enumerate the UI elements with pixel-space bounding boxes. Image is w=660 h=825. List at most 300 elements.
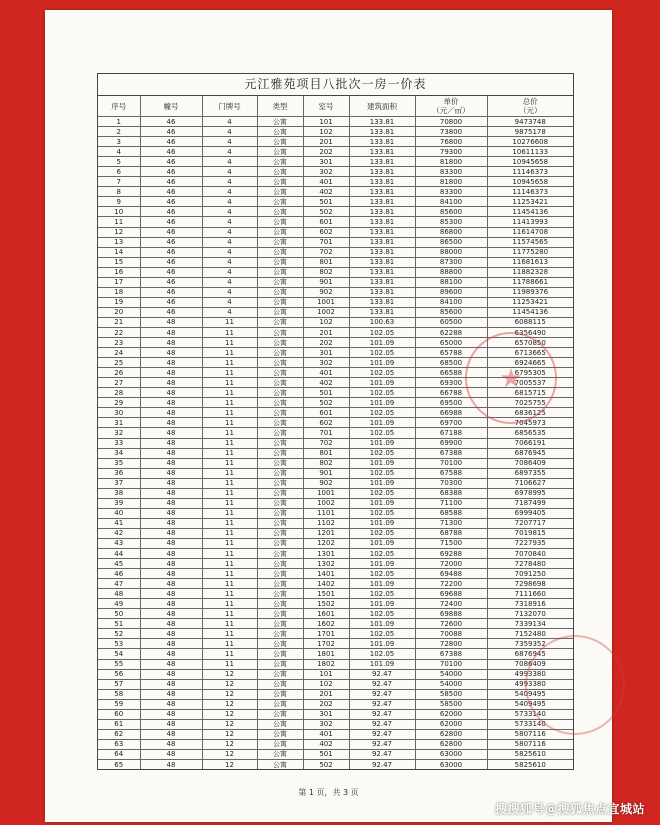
table-cell: 71500 xyxy=(415,538,487,548)
table-cell: 4 xyxy=(202,137,257,147)
table-row xyxy=(98,559,573,569)
table-cell: 67388 xyxy=(415,448,487,458)
table-cell: 6356490 xyxy=(487,327,573,337)
table-cell: 133.81 xyxy=(349,227,415,237)
table-row xyxy=(98,217,573,227)
table-cell: 81800 xyxy=(415,177,487,187)
table-cell: 公寓 xyxy=(257,760,303,770)
table-cell: 48 xyxy=(140,749,202,759)
table-cell: 102.05 xyxy=(349,549,415,559)
table-cell: 45 xyxy=(98,559,140,569)
table-cell: 7025755 xyxy=(487,398,573,408)
table-cell: 48 xyxy=(140,679,202,689)
table-cell: 12 xyxy=(202,689,257,699)
table-cell: 44 xyxy=(98,549,140,559)
table-cell: 9875178 xyxy=(487,127,573,137)
table-cell: 58500 xyxy=(415,689,487,699)
table-row xyxy=(98,137,573,147)
table-row xyxy=(98,528,573,538)
table-row xyxy=(98,117,573,127)
table-cell: 65 xyxy=(98,760,140,770)
table-cell: 5733140 xyxy=(487,719,573,729)
table-cell: 7298698 xyxy=(487,579,573,589)
table-cell: 68588 xyxy=(415,508,487,518)
table-cell: 46 xyxy=(140,297,202,307)
table-cell: 1001 xyxy=(303,297,349,307)
table-cell: 201 xyxy=(303,137,349,147)
table-cell: 11 xyxy=(202,649,257,659)
table-cell: 公寓 xyxy=(257,629,303,639)
table-cell: 502 xyxy=(303,760,349,770)
table-cell: 公寓 xyxy=(257,277,303,287)
table-cell: 6924665 xyxy=(487,358,573,368)
table-row xyxy=(98,247,573,257)
table-cell: 21 xyxy=(98,317,140,327)
table-cell: 133.81 xyxy=(349,237,415,247)
table-cell: 48 xyxy=(140,719,202,729)
table-cell: 102.05 xyxy=(349,368,415,378)
table-cell: 公寓 xyxy=(257,368,303,378)
table-cell: 81800 xyxy=(415,157,487,167)
table-cell: 11253421 xyxy=(487,197,573,207)
table-cell: 48 xyxy=(140,488,202,498)
table-cell: 401 xyxy=(303,368,349,378)
table-cell: 6876945 xyxy=(487,448,573,458)
table-cell: 11 xyxy=(202,518,257,528)
table-cell: 68388 xyxy=(415,488,487,498)
table-cell: 46 xyxy=(140,267,202,277)
table-cell: 5409495 xyxy=(487,699,573,709)
table-cell: 133.81 xyxy=(349,177,415,187)
table-cell: 1801 xyxy=(303,649,349,659)
table-cell: 11 xyxy=(98,217,140,227)
table-cell: 501 xyxy=(303,388,349,398)
table-cell: 1102 xyxy=(303,518,349,528)
table-cell: 12 xyxy=(202,749,257,759)
table-cell: 10276608 xyxy=(487,137,573,147)
table-cell: 7187499 xyxy=(487,498,573,508)
table-row xyxy=(98,599,573,609)
table-row xyxy=(98,478,573,488)
table-row xyxy=(98,589,573,599)
table-cell: 48 xyxy=(140,599,202,609)
table-cell: 11413993 xyxy=(487,217,573,227)
table-cell: 34 xyxy=(98,448,140,458)
table-cell: 公寓 xyxy=(257,157,303,167)
table-cell: 12 xyxy=(202,729,257,739)
table-cell: 公寓 xyxy=(257,167,303,177)
table-cell: 11 xyxy=(202,549,257,559)
table-cell: 1 xyxy=(98,117,140,127)
table-cell: 4 xyxy=(202,127,257,137)
table-cell: 72000 xyxy=(415,559,487,569)
table-row xyxy=(98,237,573,247)
table-row xyxy=(98,327,573,337)
table-cell: 11 xyxy=(202,358,257,368)
table-cell: 62 xyxy=(98,729,140,739)
table-cell: 11775280 xyxy=(487,247,573,257)
table-cell: 公寓 xyxy=(257,327,303,337)
table-cell: 102 xyxy=(303,317,349,327)
table-cell: 11454136 xyxy=(487,307,573,317)
table-cell: 48 xyxy=(140,478,202,488)
table-cell: 202 xyxy=(303,699,349,709)
table-cell: 46 xyxy=(140,247,202,257)
table-cell: 公寓 xyxy=(257,237,303,247)
table-cell: 46 xyxy=(140,217,202,227)
table-cell: 10611133 xyxy=(487,147,573,157)
table-cell: 46 xyxy=(140,307,202,317)
table-cell: 12 xyxy=(98,227,140,237)
table-cell: 46 xyxy=(140,287,202,297)
table-cell: 63 xyxy=(98,739,140,749)
table-cell: 101.09 xyxy=(349,458,415,468)
table-cell: 67588 xyxy=(415,468,487,478)
table-cell: 48 xyxy=(140,689,202,699)
table-cell: 48 xyxy=(140,629,202,639)
table-cell: 7106627 xyxy=(487,478,573,488)
table-cell: 48 xyxy=(140,729,202,739)
table-cell: 16 xyxy=(98,267,140,277)
table-cell: 48 xyxy=(140,639,202,649)
table-cell: 12 xyxy=(202,709,257,719)
table-cell: 701 xyxy=(303,428,349,438)
table-cell: 7019815 xyxy=(487,528,573,538)
table-cell: 48 xyxy=(140,458,202,468)
table-cell: 86800 xyxy=(415,227,487,237)
table-cell: 公寓 xyxy=(257,478,303,488)
table-cell: 102 xyxy=(303,127,349,137)
table-cell: 1002 xyxy=(303,307,349,317)
table-cell: 7066191 xyxy=(487,438,573,448)
table-cell: 公寓 xyxy=(257,498,303,508)
table-cell: 公寓 xyxy=(257,458,303,468)
table-cell: 11 xyxy=(202,348,257,358)
table-cell: 11 xyxy=(202,438,257,448)
table-cell: 39 xyxy=(98,498,140,508)
table-cell: 11 xyxy=(202,609,257,619)
table-cell: 86500 xyxy=(415,237,487,247)
table-cell: 101.09 xyxy=(349,358,415,368)
table-cell: 11253421 xyxy=(487,297,573,307)
table-cell: 85600 xyxy=(415,307,487,317)
table-cell: 602 xyxy=(303,418,349,428)
table-cell: 公寓 xyxy=(257,408,303,418)
table-cell: 4993380 xyxy=(487,679,573,689)
page-footer: 第 1 页，共 3 页 xyxy=(298,788,359,797)
table-cell: 101.09 xyxy=(349,639,415,649)
table-cell: 102.05 xyxy=(349,348,415,358)
table-cell: 1502 xyxy=(303,599,349,609)
table-cell: 42 xyxy=(98,528,140,538)
table-cell: 11 xyxy=(202,498,257,508)
table-row xyxy=(98,147,573,157)
table-cell: 101.09 xyxy=(349,378,415,388)
table-cell: 4 xyxy=(202,187,257,197)
table-row xyxy=(98,127,573,137)
table-cell: 133.81 xyxy=(349,297,415,307)
table-cell: 6795305 xyxy=(487,368,573,378)
table-cell: 11 xyxy=(202,569,257,579)
table-cell: 5807116 xyxy=(487,729,573,739)
table-cell: 101.09 xyxy=(349,338,415,348)
table-cell: 57 xyxy=(98,679,140,689)
table-cell: 52 xyxy=(98,629,140,639)
table-cell: 11 xyxy=(202,538,257,548)
table-cell: 公寓 xyxy=(257,438,303,448)
table-cell: 7 xyxy=(98,177,140,187)
table-cell: 1401 xyxy=(303,569,349,579)
table-cell: 公寓 xyxy=(257,488,303,498)
table-cell: 48 xyxy=(140,338,202,348)
table-cell: 102.05 xyxy=(349,649,415,659)
table-cell: 102.05 xyxy=(349,448,415,458)
table-cell: 64 xyxy=(98,749,140,759)
table-cell: 102.05 xyxy=(349,388,415,398)
table-cell: 4 xyxy=(202,117,257,127)
table-cell: 133.81 xyxy=(349,207,415,217)
table-cell: 48 xyxy=(140,538,202,548)
table-cell: 公寓 xyxy=(257,418,303,428)
table-cell: 101.09 xyxy=(349,599,415,609)
table-row xyxy=(98,609,573,619)
table-cell: 28 xyxy=(98,388,140,398)
table-cell: 92.47 xyxy=(349,739,415,749)
table-cell: 11 xyxy=(202,478,257,488)
table-cell: 48 xyxy=(140,669,202,679)
table-cell: 58500 xyxy=(415,699,487,709)
table-row xyxy=(98,468,573,478)
table-row xyxy=(98,659,573,669)
table-cell: 12 xyxy=(202,669,257,679)
table-cell: 48 xyxy=(98,589,140,599)
table-cell: 54 xyxy=(98,649,140,659)
table-cell: 22 xyxy=(98,327,140,337)
table-row xyxy=(98,358,573,368)
table-cell: 302 xyxy=(303,167,349,177)
table-cell: 70300 xyxy=(415,478,487,488)
table-row xyxy=(98,729,573,739)
table-cell: 5 xyxy=(98,157,140,167)
table-cell: 37 xyxy=(98,478,140,488)
table-cell: 302 xyxy=(303,358,349,368)
table-cell: 63000 xyxy=(415,749,487,759)
table-cell: 公寓 xyxy=(257,599,303,609)
table-cell: 11 xyxy=(202,629,257,639)
table-cell: 902 xyxy=(303,478,349,488)
table-cell: 1602 xyxy=(303,619,349,629)
table-row xyxy=(98,307,573,317)
table-cell: 公寓 xyxy=(257,338,303,348)
table-cell: 102.05 xyxy=(349,569,415,579)
table-cell: 70100 xyxy=(415,659,487,669)
table-cell: 68788 xyxy=(415,528,487,538)
table-cell: 46 xyxy=(140,177,202,187)
table-row xyxy=(98,739,573,749)
table-cell: 10 xyxy=(98,207,140,217)
table-cell: 133.81 xyxy=(349,307,415,317)
table-cell: 301 xyxy=(303,709,349,719)
table-cell: 1302 xyxy=(303,559,349,569)
table-row xyxy=(98,227,573,237)
table-cell: 48 xyxy=(140,418,202,428)
table-cell: 5825610 xyxy=(487,760,573,770)
table-cell: 46 xyxy=(140,117,202,127)
table-body xyxy=(98,117,573,770)
table-cell: 11 xyxy=(202,338,257,348)
table-cell: 4 xyxy=(202,147,257,157)
document-page xyxy=(45,10,612,822)
table-cell: 6713665 xyxy=(487,348,573,358)
table-cell: 101 xyxy=(303,117,349,127)
table-cell: 51 xyxy=(98,619,140,629)
table-cell: 60500 xyxy=(415,317,487,327)
table-row xyxy=(98,629,573,639)
table-cell: 1601 xyxy=(303,609,349,619)
table-cell: 公寓 xyxy=(257,609,303,619)
table-cell: 6815715 xyxy=(487,388,573,398)
table-cell: 4 xyxy=(202,257,257,267)
table-cell: 6876945 xyxy=(487,649,573,659)
table-cell: 公寓 xyxy=(257,639,303,649)
table-cell: 7227935 xyxy=(487,538,573,548)
table-cell: 46 xyxy=(140,147,202,157)
table-cell: 402 xyxy=(303,378,349,388)
table-cell: 11 xyxy=(202,368,257,378)
table-cell: 67388 xyxy=(415,649,487,659)
table-cell: 70100 xyxy=(415,458,487,468)
table-cell: 1802 xyxy=(303,659,349,669)
table-cell: 公寓 xyxy=(257,448,303,458)
table-cell: 9 xyxy=(98,197,140,207)
table-cell: 10945658 xyxy=(487,177,573,187)
table-cell: 101.09 xyxy=(349,478,415,488)
column-header: 建筑面积 xyxy=(349,96,415,117)
table-cell: 公寓 xyxy=(257,699,303,709)
table-cell: 48 xyxy=(140,348,202,358)
table-cell: 88800 xyxy=(415,267,487,277)
table-cell: 公寓 xyxy=(257,569,303,579)
table-cell: 4 xyxy=(98,147,140,157)
table-cell: 101.09 xyxy=(349,438,415,448)
table-row xyxy=(98,699,573,709)
table-cell: 46 xyxy=(140,207,202,217)
table-cell: 46 xyxy=(140,227,202,237)
table-cell: 101.09 xyxy=(349,498,415,508)
table-cell: 29 xyxy=(98,398,140,408)
table-cell: 公寓 xyxy=(257,579,303,589)
table-cell: 公寓 xyxy=(257,187,303,197)
table-cell: 12 xyxy=(202,679,257,689)
table-cell: 46 xyxy=(140,157,202,167)
table-row xyxy=(98,438,573,448)
table-cell: 公寓 xyxy=(257,267,303,277)
table-cell: 23 xyxy=(98,338,140,348)
table-cell: 72200 xyxy=(415,579,487,589)
table-cell: 48 xyxy=(140,378,202,388)
table-cell: 101.09 xyxy=(349,659,415,669)
table-cell: 133.81 xyxy=(349,137,415,147)
table-cell: 公寓 xyxy=(257,117,303,127)
table-cell: 公寓 xyxy=(257,528,303,538)
table-cell: 48 xyxy=(140,528,202,538)
table-cell: 50 xyxy=(98,609,140,619)
table-cell: 92.47 xyxy=(349,709,415,719)
table-cell: 85600 xyxy=(415,207,487,217)
table-cell: 5733140 xyxy=(487,709,573,719)
table-cell: 4 xyxy=(202,227,257,237)
table-cell: 102.05 xyxy=(349,508,415,518)
table-cell: 102.05 xyxy=(349,609,415,619)
table-row xyxy=(98,448,573,458)
table-cell: 69500 xyxy=(415,398,487,408)
table-cell: 69688 xyxy=(415,589,487,599)
table-cell: 7070840 xyxy=(487,549,573,559)
table-cell: 47 xyxy=(98,579,140,589)
table-cell: 7359352 xyxy=(487,639,573,649)
table-row xyxy=(98,760,573,770)
table-cell: 76800 xyxy=(415,137,487,147)
table-cell: 46 xyxy=(140,277,202,287)
table-cell: 公寓 xyxy=(257,659,303,669)
table-cell: 33 xyxy=(98,438,140,448)
table-cell: 402 xyxy=(303,187,349,197)
table-cell: 公寓 xyxy=(257,679,303,689)
table-cell: 69288 xyxy=(415,549,487,559)
table-cell: 1501 xyxy=(303,589,349,599)
table-row xyxy=(98,428,573,438)
table-cell: 1702 xyxy=(303,639,349,649)
table-cell: 公寓 xyxy=(257,428,303,438)
table-cell: 133.81 xyxy=(349,187,415,197)
table-cell: 133.81 xyxy=(349,117,415,127)
table-cell: 36 xyxy=(98,468,140,478)
table-cell: 67188 xyxy=(415,428,487,438)
official-seal: ★ xyxy=(465,332,557,424)
table-cell: 101.09 xyxy=(349,538,415,548)
table-row xyxy=(98,488,573,498)
table-cell: 11 xyxy=(202,619,257,629)
table-cell: 31 xyxy=(98,418,140,428)
table-cell: 54000 xyxy=(415,679,487,689)
table-cell: 11146373 xyxy=(487,167,573,177)
table-cell: 6836125 xyxy=(487,408,573,418)
table-row xyxy=(98,508,573,518)
table-cell: 133.81 xyxy=(349,257,415,267)
table-cell: 48 xyxy=(140,428,202,438)
table-cell: 11788661 xyxy=(487,277,573,287)
table-cell: 公寓 xyxy=(257,257,303,267)
table-cell: 43 xyxy=(98,538,140,548)
table-cell: 11 xyxy=(202,599,257,609)
table-cell: 65000 xyxy=(415,338,487,348)
table-cell: 102.05 xyxy=(349,408,415,418)
table-cell: 公寓 xyxy=(257,247,303,257)
table-cell: 25 xyxy=(98,358,140,368)
column-header: 门牌号 xyxy=(202,96,257,117)
table-cell: 48 xyxy=(140,468,202,478)
table-cell: 12 xyxy=(202,739,257,749)
table-cell: 27 xyxy=(98,378,140,388)
table-cell: 11 xyxy=(202,559,257,569)
table-cell: 19 xyxy=(98,297,140,307)
table-row xyxy=(98,177,573,187)
table-cell: 公寓 xyxy=(257,729,303,739)
table-cell: 公寓 xyxy=(257,177,303,187)
table-cell: 46 xyxy=(140,137,202,147)
table-cell: 69900 xyxy=(415,438,487,448)
table-cell: 602 xyxy=(303,227,349,237)
